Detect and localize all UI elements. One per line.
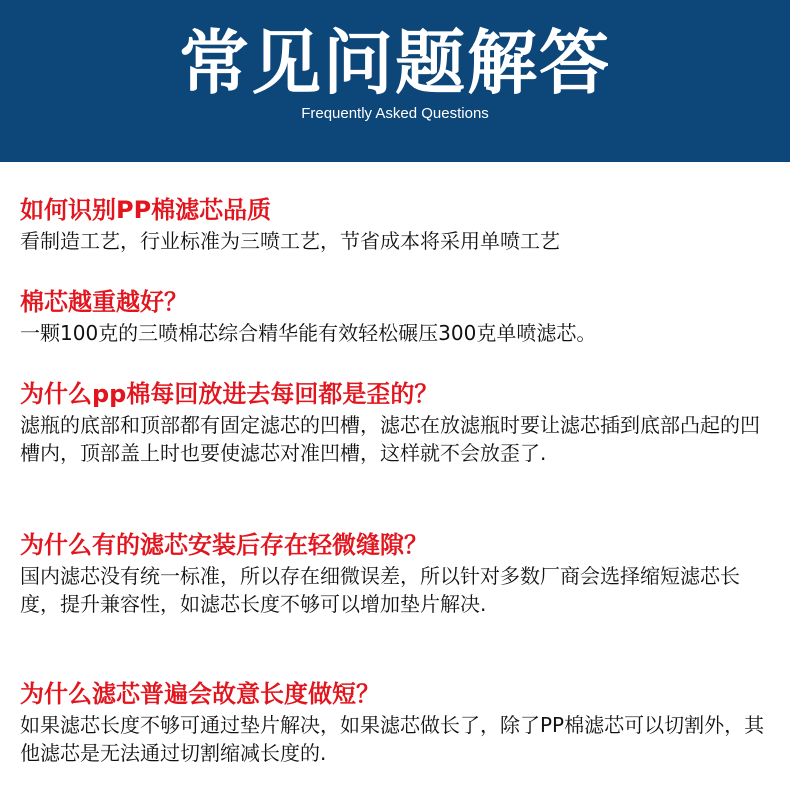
faq-answer: 如果滤芯长度不够可通过垫片解决，如果滤芯做长了，除了PP棉滤芯可以切割外，其他滤芯是无法通过切割缩减长度的. [20, 713, 765, 765]
faq-item [20, 286, 770, 347]
faq-question: 如何识别PP棉滤芯品质 [20, 196, 272, 224]
header-banner [0, 0, 790, 162]
faq-answer: 看制造工艺，行业标准为三喷工艺，节省成本将采用单喷工艺 [20, 229, 560, 253]
faq-question: 为什么滤芯普遍会故意长度做短？ [20, 680, 380, 708]
faq-answer: 国内滤芯没有统一标准，所以存在细微误差，所以针对多数厂商会选择缩短滤芯长度，提升兼容性，如滤芯长度不够可以增加垫片解决. [20, 564, 740, 616]
faq-question: 为什么pp棉每回放进去每回都是歪的？ [20, 380, 439, 408]
faq-answer: 滤瓶的底部和顶部都有固定滤芯的凹槽，滤芯在放滤瓶时要让滤芯插到底部凸起的凹槽内，顶部盖上时也要使滤芯对准凹槽，这样就不会放歪了. [20, 413, 760, 465]
faq-answer: 一颗100克的三喷棉芯综合精华能有效轻松碾压300克单喷滤芯。 [20, 321, 597, 345]
page-title: 常见问题解答 [179, 22, 611, 104]
page-subtitle: Frequently Asked Questions [301, 105, 489, 122]
faq-item [20, 678, 770, 767]
faq-item [20, 378, 770, 467]
faq-question: 棉芯越重越好？ [20, 288, 188, 316]
faq-question: 为什么有的滤芯安装后存在轻微缝隙？ [20, 531, 428, 559]
faq-item [20, 529, 770, 618]
faq-item [20, 194, 770, 255]
